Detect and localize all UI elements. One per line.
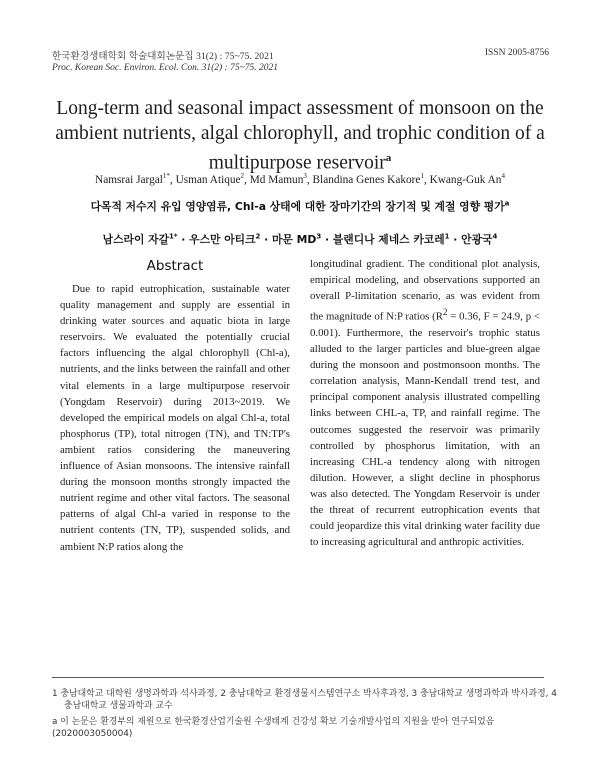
footnote-affiliations: 1 충남대학교 대학원 생명과학과 석사과정, 2 충남대학교 환경생물시스템연구소 박사후과정, 3 충남대학교 생명과학과 박사과정, 4 충남대학교 생물과학과 교수	[52, 689, 557, 711]
abstract-right-text-2: = 0.36, F = 24.9, p < 0.001). Furthermore, the reservoir's trophic status alluded to the larger particles and blue-green algae during the monsoon and postmonsoon months. The correlation analysis, Mann-Kendall trend test, and principal component analysis illustrated compelling links between CHL-a, TP, and rainfall regime. The outcomes suggested the reservoir was primarily controlled by phosphorus limitation, with an increasing CHL-a tendency along with nitrogen dilution. However, a slight decline in phosphorus was also detected. The Yongdam Reservoir is under the threat of recurrent eutrophication events that could jeopardize this vital drinking water facility due to increasing agricultural and anthropic activities.	[310, 310, 540, 549]
abstract-right-text-1: longitudinal gradient. The conditional plot analysis, empirical modeling, and observations supported an overall P-limitation scenario, as was evident from the magnitude of N:P ratios (R	[310, 258, 540, 323]
korean-author-name: 블랜디나 제네스 카코레	[332, 233, 445, 246]
author-affiliation: 1*	[162, 172, 170, 180]
author-name: Kwang-Guk An	[429, 173, 502, 186]
footnote-divider	[52, 677, 544, 678]
korean-author-affiliation: 4	[492, 232, 498, 241]
footnote-funding: a 이 논문은 환경부의 재원으로 한국환경산업기술원 수생태계 건강성 확보 기술개발사업의 지원을 받아 연구되었음(2020003050004)	[52, 717, 495, 739]
paper-title-sup: a	[385, 152, 392, 164]
author-name: Md Mamun	[249, 173, 304, 186]
korean-author-affiliation: 2	[255, 232, 261, 241]
korean-author-name: 우스만 아티크	[189, 233, 256, 246]
author-list	[20, 172, 580, 186]
korean-title-sup: a	[504, 199, 510, 208]
author-separator: ,	[423, 173, 430, 186]
korean-author-affiliation: 3	[316, 232, 322, 241]
korean-author-name: 안광국	[461, 233, 493, 246]
korean-title	[20, 199, 580, 214]
korean-author-separator: ·	[449, 233, 462, 246]
author-affiliation: 4	[501, 172, 505, 180]
author-separator: ,	[169, 173, 176, 186]
korean-author-name: 남스라이 자갈	[102, 233, 169, 246]
paper-title	[40, 96, 560, 176]
author-name: Blandina Genes Kakore	[312, 173, 421, 186]
abstract-heading: Abstract	[146, 258, 204, 274]
abstract-right-column	[310, 256, 540, 550]
korean-title-text: 다목적 저수지 유입 영양염류, Chl-a 상태에 대한 장마기간의 장기적 및 계절 영향 평가	[90, 200, 505, 213]
journal-header-korean: 한국환경생태학회 학술대회논문집 31(2) : 75~75. 2021	[52, 52, 274, 62]
korean-author-separator: ·	[260, 233, 272, 246]
author-name: Namsrai Jargal	[95, 173, 163, 186]
issn: ISSN 2005-8756	[484, 48, 549, 58]
korean-author-affiliation: 1*	[169, 232, 178, 241]
author-name: Usman Atique	[175, 173, 241, 186]
author-affiliation: 1	[420, 172, 424, 180]
author-affiliation: 2	[240, 172, 245, 180]
r-squared-sup: 2	[442, 307, 448, 318]
korean-author-list	[20, 232, 580, 247]
paper-title-text: Long-term and seasonal impact assessment of monsoon on the ambient nutrients, algal chlorophyll, and trophic condition of a multipurpose reservoir	[55, 98, 545, 174]
korean-author-separator: ·	[177, 233, 190, 246]
author-separator: ,	[306, 173, 313, 186]
journal-header-english: Proc. Korean Soc. Environ. Ecol. Con. 31(2) : 75~75. 2021	[52, 63, 278, 73]
author-separator: ,	[244, 173, 250, 186]
korean-author-affiliation: 1	[444, 232, 450, 241]
korean-author-name: 마문 MD	[272, 233, 317, 246]
abstract-left-column: Due to rapid eutrophication, sustainable water quality management and supply are essential in drinking water sources and aquatic biota in large reservoirs. We evaluated the potentially crucial factors influencing the algal chlorophyll (Chl-a), nutrients, and the links between the rainfall and other vital elements in a large multipurpose reservoir (Yongdam Reservoir) during 2013~2019. We developed the empirical models on algal Chl-a, total phosphorus (TP), total nitrogen (TN), and TN:TP's ambient ratios considering the maneuvering influence of Asian monsoons. The intensive rainfall during the monsoon months strongly impacted the nutrient regime and other vital factors. The seasonal patterns of algal Chl-a varied in response to the nutrient contents (TN, TP), suspended solids, and ambient N:P ratios along the	[60, 283, 290, 553]
korean-author-separator: ·	[321, 233, 333, 246]
author-affiliation: 3	[303, 172, 307, 180]
